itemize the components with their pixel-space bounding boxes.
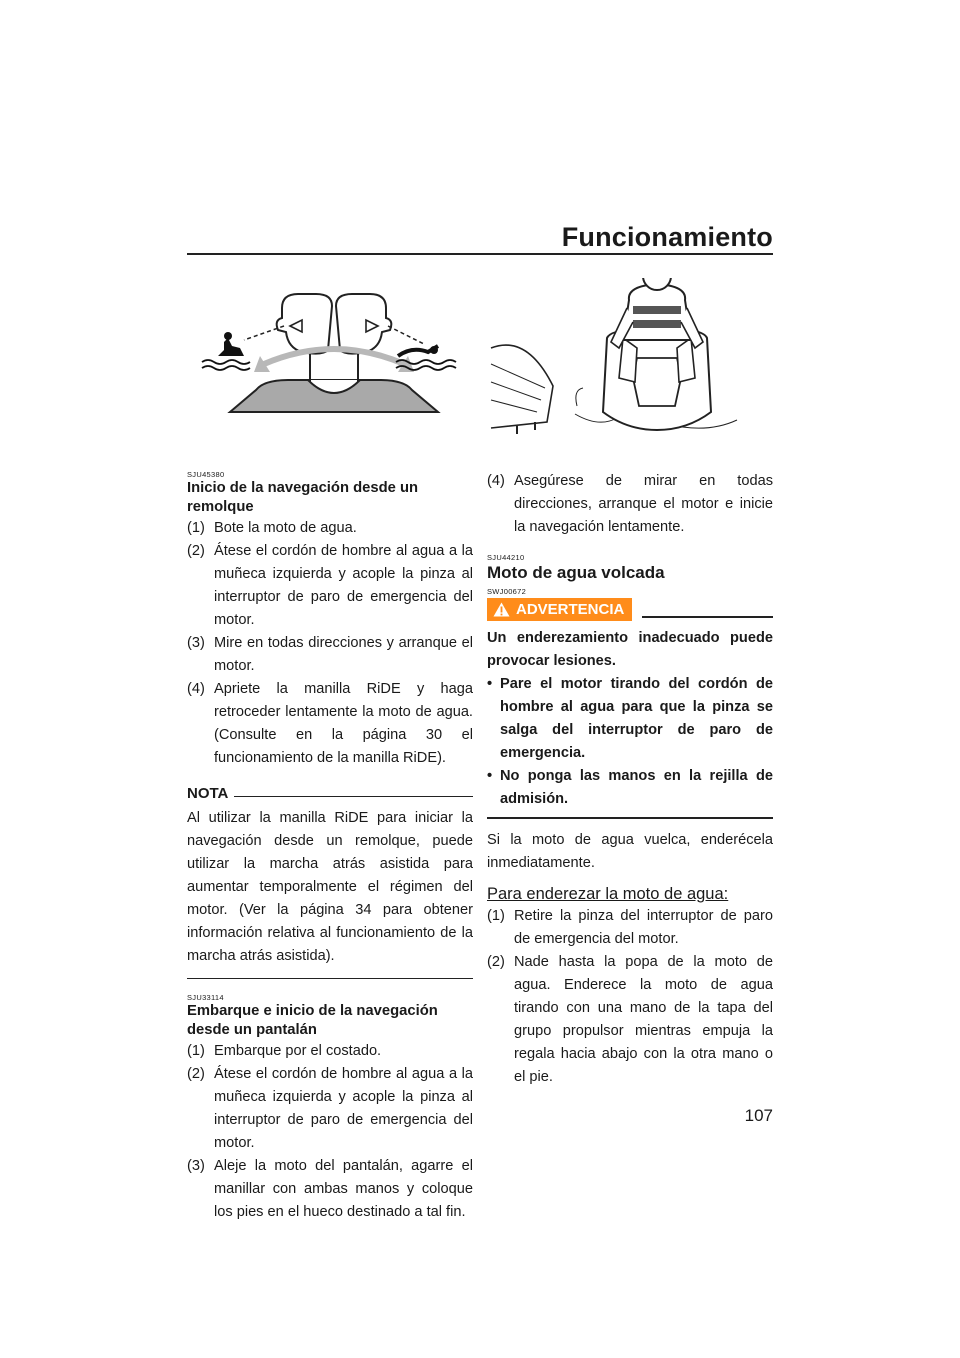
step-text: Embarque por el costado. — [214, 1043, 382, 1059]
note-label: NOTA — [187, 785, 229, 802]
note-text: Al utilizar la manilla RiDE para iniciar la navegación desde un remolque, puede utilizar la marcha atrás asistida para aumentar temporalmente el régimen del motor. (Ver la página 34 para obtener información relativa al funcionamiento de la marcha atrás asistida). — [187, 810, 473, 964]
page-number: 107 — [744, 1106, 773, 1125]
step-number: (2) — [187, 1066, 205, 1082]
step-number: (2) — [487, 954, 505, 970]
dock-departure-illustration — [487, 278, 773, 438]
body-paragraph: Si la moto de agua vuelca, enderécela inmediatamente. — [487, 832, 773, 871]
bullet-icon: • — [487, 676, 493, 692]
warning-rule — [642, 616, 773, 618]
list-item — [487, 765, 773, 811]
step-number: (4) — [187, 681, 205, 697]
bullet-icon: • — [487, 768, 493, 784]
step-number: (1) — [487, 908, 505, 924]
bullet-text: No ponga las manos en la rejilla de admisión. — [500, 768, 773, 807]
warning-header — [487, 598, 773, 621]
step-text: Asegúrese de mirar en todas direcciones, arranque el motor e inicie la navegación lentamente. — [514, 473, 773, 535]
list-item — [187, 540, 473, 632]
step-text: Átese el cordón de hombre al agua a la muñeca izquierda y acople la pinza al interruptor de paro de emergencia del motor. — [214, 543, 473, 628]
list-item — [487, 470, 773, 539]
step-text: Mire en todas direcciones y arranque el motor. — [214, 635, 473, 674]
step-number: (3) — [187, 1158, 205, 1174]
list-item — [487, 905, 773, 951]
subheading: Para enderezar la moto de agua: — [487, 885, 729, 903]
step-number: (4) — [487, 473, 505, 489]
warning-badge — [487, 598, 632, 621]
step-text: Átese el cordón de hombre al agua a la muñeca izquierda y acople la pinza al interruptor de paro de emergencia del motor. — [214, 1066, 473, 1151]
header-rule — [187, 253, 773, 255]
list-item — [487, 951, 773, 1089]
list-item — [187, 1155, 473, 1224]
warning-triangle-icon — [493, 602, 510, 617]
step-number: (2) — [187, 543, 205, 559]
note-end-rule — [187, 978, 473, 979]
note-rule — [234, 796, 473, 797]
step-number: (3) — [187, 635, 205, 651]
list-item — [187, 1063, 473, 1155]
section-heading: Inicio de la navegación desde un remolque — [187, 480, 419, 515]
section-code: SJU44210 — [487, 553, 525, 562]
warning-intro: Un enderezamiento inadecuado puede provocar lesiones. — [487, 630, 773, 669]
list-item — [487, 673, 773, 765]
bullet-text: Pare el motor tirando del cordón de hombre al agua para que la pinza se salga del interruptor de paro de emergencia. — [500, 676, 773, 761]
step-text: Retire la pinza del interruptor de paro de emergencia del motor. — [514, 908, 773, 947]
warning-label: ADVERTENCIA — [516, 601, 625, 618]
step-number: (1) — [187, 1043, 205, 1059]
left-column — [187, 470, 473, 1224]
section-heading: Moto de agua volcada — [487, 563, 665, 582]
list-item — [187, 678, 473, 770]
right-column — [487, 470, 773, 1089]
warning-code: SWJ00672 — [487, 587, 527, 596]
section-code: SJU45380 — [187, 470, 225, 479]
step-text: Nade hasta la popa de la moto de agua. Enderece la moto de agua tirando con una mano de la tapa del grupo propulsor mientras empuja la regala hacia abajo con la otra mano o el pie. — [514, 954, 773, 1085]
list-item — [187, 517, 473, 540]
warning-end-rule — [487, 817, 773, 819]
list-item — [187, 1040, 473, 1063]
section-code: SJU33114 — [187, 993, 224, 1002]
section-heading: Embarque e inicio de la navegación desde un pantalán — [187, 1003, 438, 1038]
step-text: Apriete la manilla RiDE y haga retroceder lentamente la moto de agua. (Consulte en la página 30 el funcionamiento de la manilla RiDE). — [214, 681, 473, 766]
list-item — [187, 632, 473, 678]
look-around-illustration — [198, 290, 468, 430]
step-text: Aleje la moto del pantalán, agarre el manillar con ambas manos y coloque los pies en el hueco destinado a tal fin. — [214, 1158, 473, 1220]
step-number: (1) — [187, 520, 205, 536]
page-title: Funcionamiento — [561, 222, 773, 252]
step-text: Bote la moto de agua. — [214, 520, 357, 536]
note-header — [187, 782, 473, 805]
